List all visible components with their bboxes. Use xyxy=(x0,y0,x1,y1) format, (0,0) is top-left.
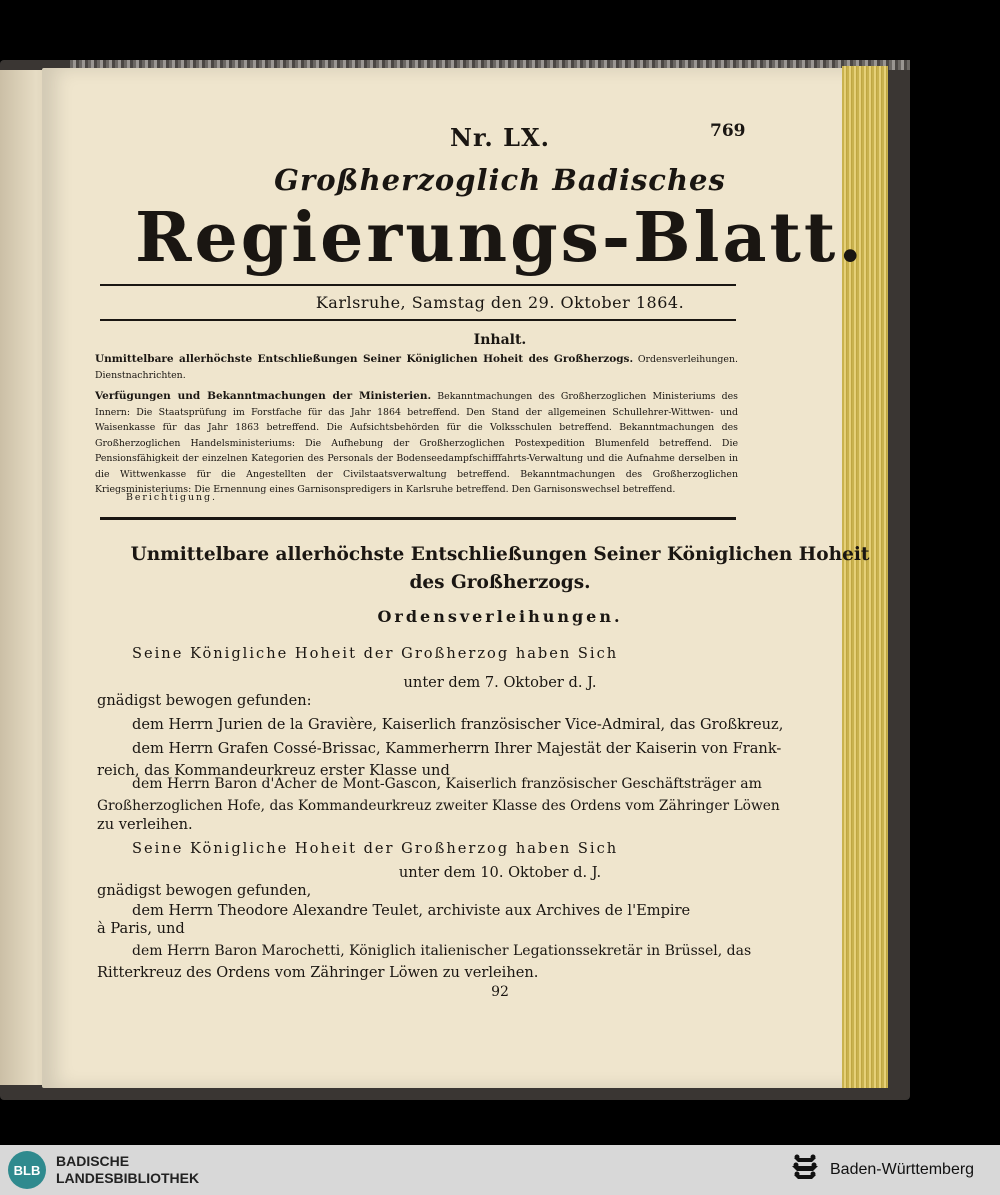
toc-entry-2-text: Bekanntmachungen des Großherzoglichen Ministeriums des Innern: Die Staatsprüfung im Forstfache für das Jahr 1864 betreffend. Den Stand der allgemeinen Schullehrer-Wittwen- und Waisenkasse für das Jahr 1863 betreffend. Die Aufsichtsbehörden für die Volksschulen betreffend. Bekanntmachungen des Großherzoglichen Handelsministeriums: Die Aufhebung der Großherzoglichen Postexpedition Blumenfeld betreffend. Die Pensionsfähigkeit der einzelnen Kategorien des Personals der Bodenseedampfschifffahrts-Verwaltung und die Aufnahme derselben in die Wittwenkasse für die Angestellten der Civilstaatsverwaltung betreffend. Bekanntmachungen des Großherzoglichen Kriegsministeriums: Die Ernennung eines Garnisonspredigers in Karlsruhe betreffend. Den Garnisonswechsel betreffend. xyxy=(95,391,738,495)
rule-section xyxy=(100,517,736,520)
body-line: Ritterkreuz des Ordens vom Zähringer Löwen zu verleihen. xyxy=(97,964,539,981)
body-line: gnädigst bewogen gefunden: xyxy=(97,692,312,709)
toc-entry-2 xyxy=(95,389,738,498)
issue-number: Nr. LX. xyxy=(450,123,550,152)
body-line: Seine Königliche Hoheit der Großherzog haben Sich xyxy=(132,840,619,857)
state-name[interactable]: Baden-Württemberg xyxy=(830,1161,975,1178)
body-line: unter dem 7. Oktober d. J. xyxy=(403,674,597,691)
rule-date xyxy=(100,319,736,321)
body-line: zu verleihen. xyxy=(97,816,193,833)
library-name[interactable] xyxy=(56,1153,199,1187)
blb-logo[interactable]: BLB xyxy=(8,1151,46,1189)
toc-entry-1 xyxy=(95,352,738,383)
section-title xyxy=(0,541,1000,597)
toc-entry-3: Berichtigung. xyxy=(126,492,218,503)
body-line: unter dem 10. Oktober d. J. xyxy=(398,864,602,881)
toc-entry-1-text: Ordensverleihungen. Dienstnachrichten. xyxy=(95,354,738,381)
toc-entry-1-title: Unmittelbare allerhöchste Entschließungen Seiner Königlichen Hoheit des Großherzogs. xyxy=(95,353,634,365)
library-name-line-2: LANDESBIBLIOTHEK xyxy=(56,1170,200,1186)
library-name-line-1: BADISCHE xyxy=(56,1153,130,1169)
body-line: dem Herrn Baron d'Acher de Mont-Gascon, Kaiserlich französischer Geschäftsträger am xyxy=(132,776,762,792)
body-line: dem Herrn Baron Marochetti, Königlich italienischer Legationssekretär in Brüssel, das xyxy=(132,943,752,959)
body-line: Großherzoglichen Hofe, das Kommandeurkreuz zweiter Klasse des Ordens vom Zähringer Löwen xyxy=(97,798,780,814)
page-number: 769 xyxy=(710,121,746,141)
body-line: dem Herrn Theodore Alexandre Teulet, archiviste aux Archives de l'Empire xyxy=(132,902,691,919)
body-line: Seine Königliche Hoheit der Großherzog haben Sich xyxy=(132,645,619,662)
toc-entry-2-title: Verfügungen und Bekanntmachungen der Ministerien. xyxy=(95,390,432,402)
body-line: dem Herrn Grafen Cossé-Brissac, Kammerherrn Ihrer Majestät der Kaiserin von Frank- xyxy=(132,740,782,757)
masthead-subtitle: Großherzoglich Badisches xyxy=(274,163,726,197)
rule-top xyxy=(100,284,736,286)
body-line: dem Herrn Jurien de la Gravière, Kaiserlich französischer Vice-Admiral, das Großkreuz, xyxy=(132,716,784,733)
body-line: reich, das Kommandeurkreuz erster Klasse und xyxy=(97,762,450,779)
body-line: à Paris, und xyxy=(97,920,185,937)
section-subtitle: Ordensverleihungen. xyxy=(377,607,623,626)
section-title-line-1: Unmittelbare allerhöchste Entschließungen Seiner Königlichen Hoheit xyxy=(130,544,870,565)
lions-icon xyxy=(790,1152,820,1188)
dateline: Karlsruhe, Samstag den 29. Oktober 1864. xyxy=(315,293,685,312)
signature-number: 92 xyxy=(491,984,509,1000)
section-title-line-2: des Großherzogs. xyxy=(409,572,591,593)
masthead-title: Regierungs-Blatt. xyxy=(134,198,866,278)
toc-heading: Inhalt. xyxy=(473,332,527,348)
body-line: gnädigst bewogen gefunden, xyxy=(97,882,312,899)
